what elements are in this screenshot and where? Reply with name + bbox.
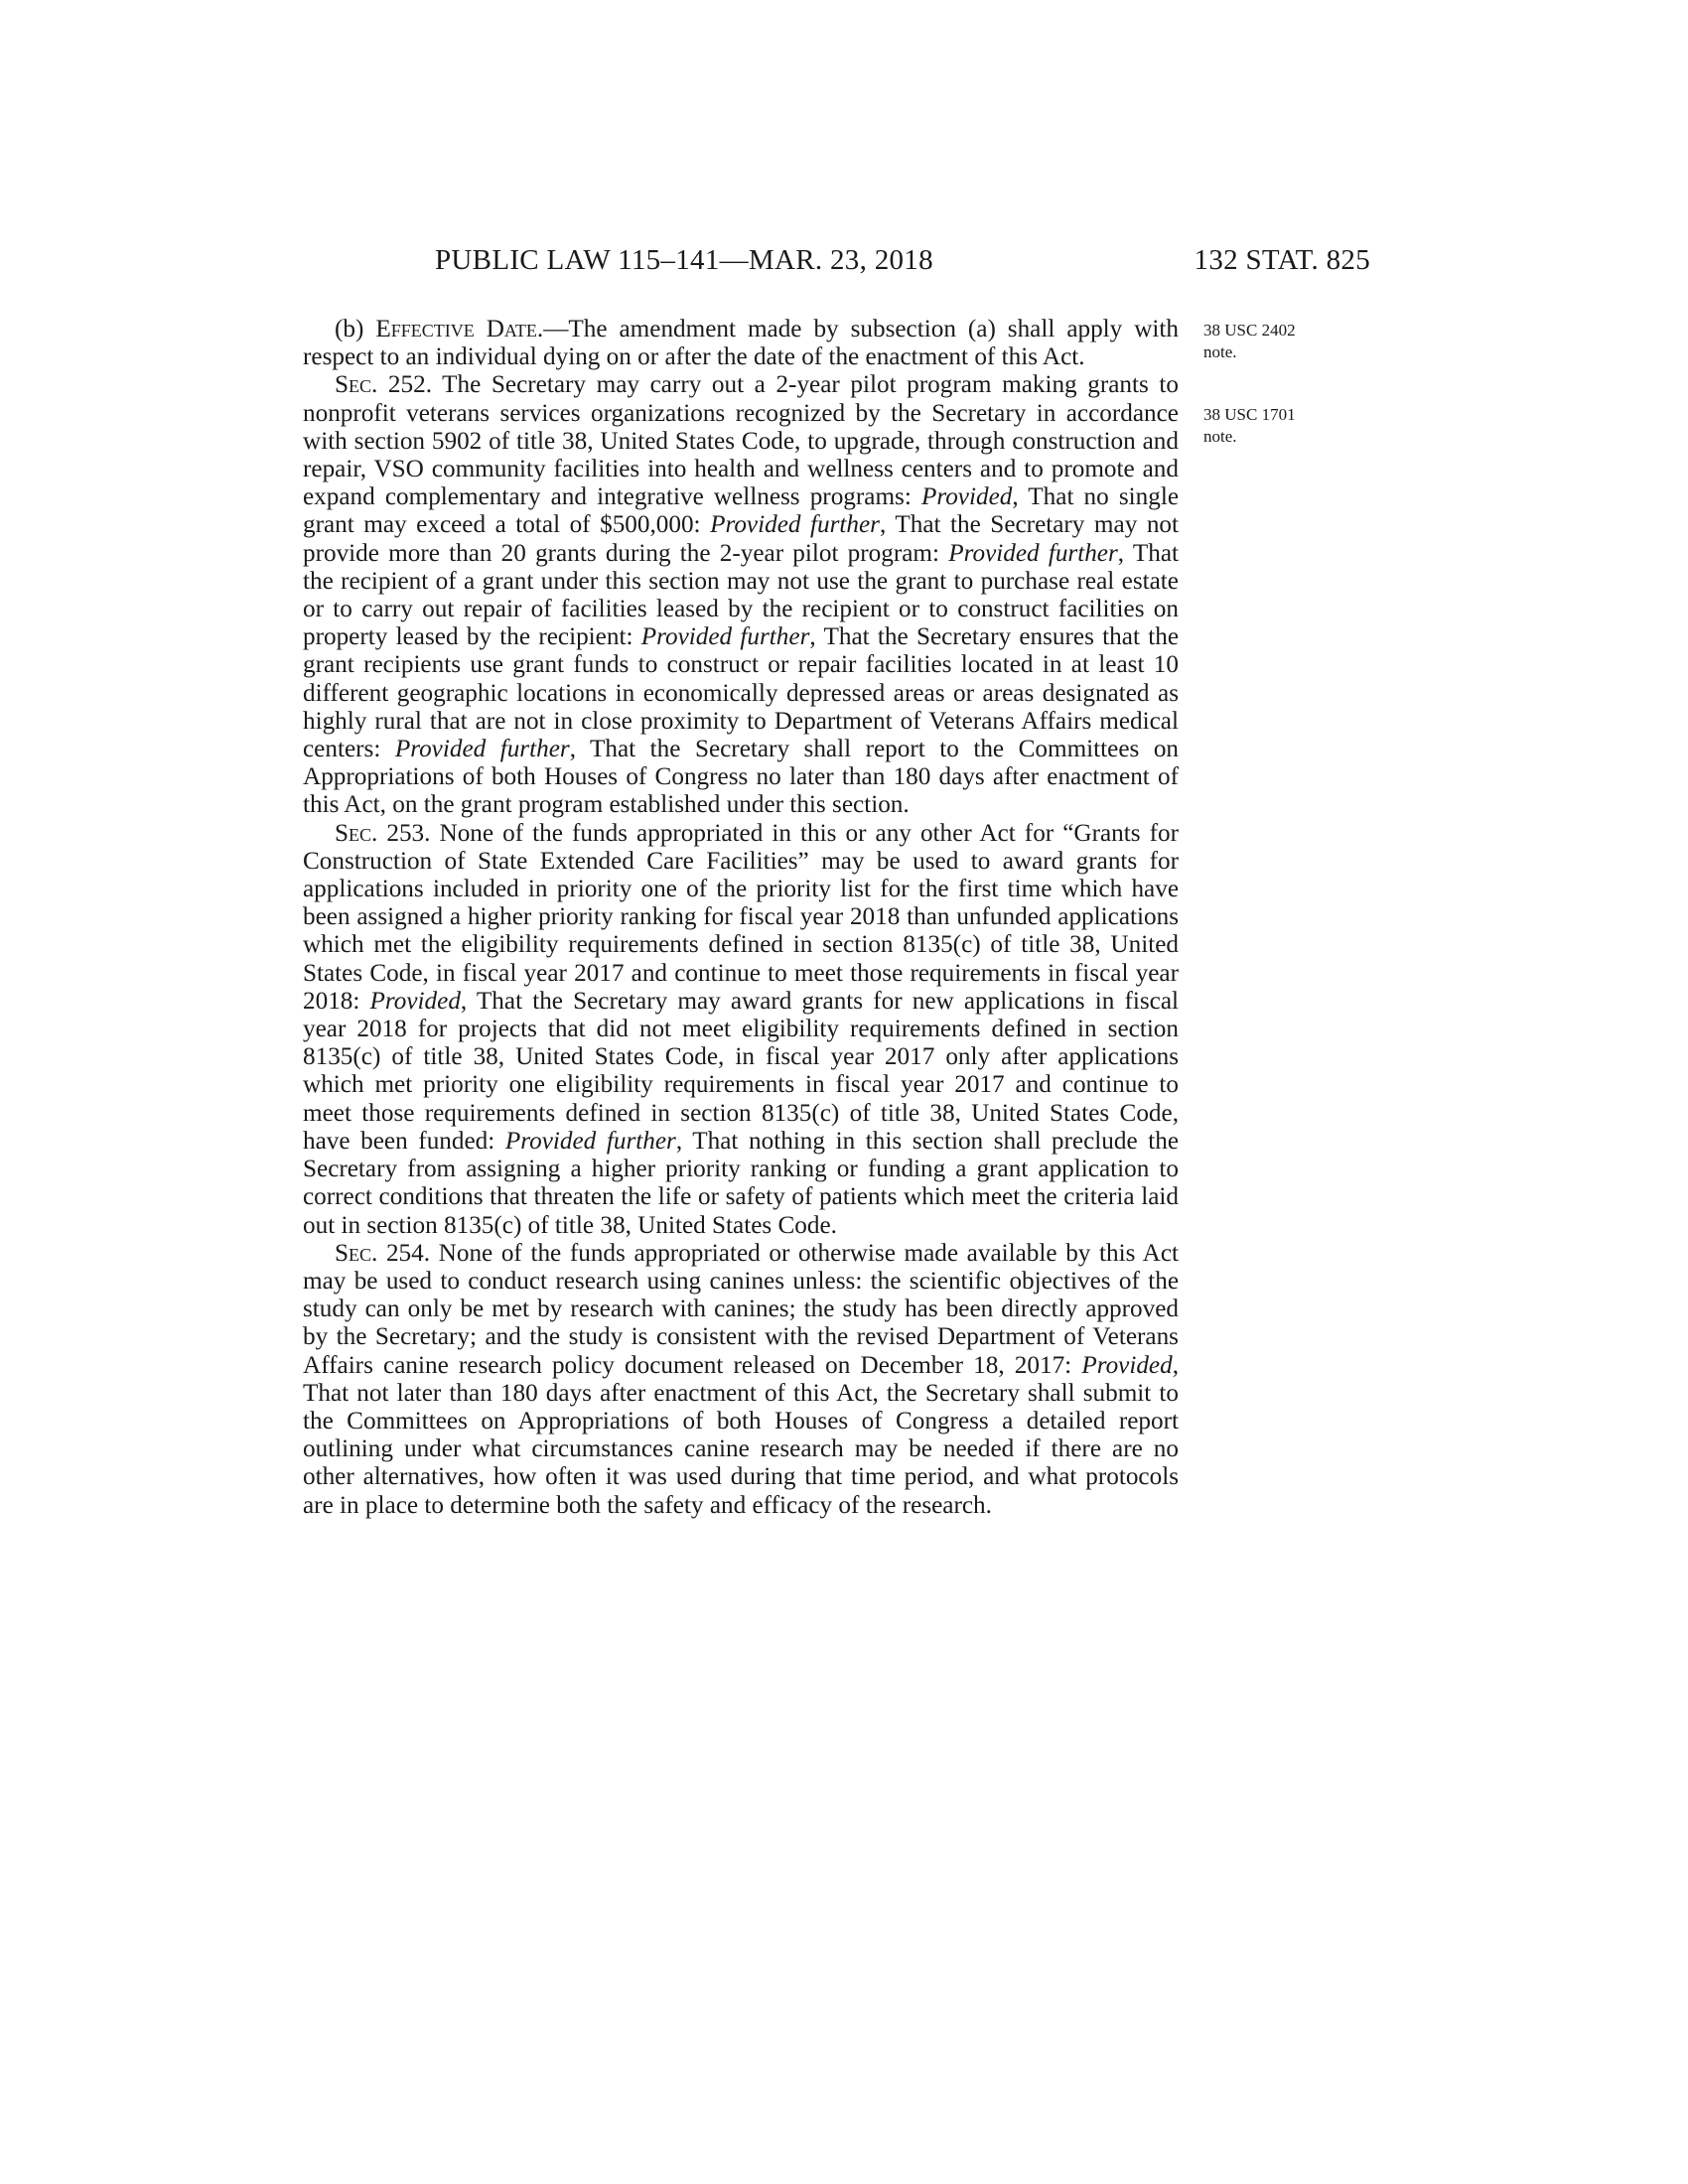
paragraph-sec-252 (303, 371, 1179, 819)
paragraph-text: .—The amendment made by subsection (a) shall apply with respect to an individual dying on or after the date of the enactment of this Act. (303, 316, 1180, 371)
subsection-label: (b) (335, 316, 364, 342)
proviso-italic: Provided further (710, 511, 880, 539)
margin-note-1701 (1203, 404, 1333, 448)
paragraph-effective-date (303, 316, 1179, 371)
paragraph-sec-254 (303, 1240, 1179, 1520)
margin-note-reference: 38 USC 2402 (1203, 321, 1296, 340)
paragraph-text: , That nothing in this section shall preclude the Secretary from assigning a higher priority ranking or funding a grant application to correct conditions that threaten the life or safety of patients which meet the criteria laid out in section 8135(c) of title 38, United States Code. (303, 1127, 1179, 1239)
law-title: PUBLIC LAW 115–141—MAR. 23, 2018 (435, 244, 933, 276)
margin-note-2402 (1203, 320, 1333, 363)
statute-page-number: 132 STAT. 825 (1194, 244, 1370, 276)
paragraph-text: The Secretary may carry out a 2-year pilot program making grants to nonprofit veterans services organizations recognized by the Secretary in accordance with section 5902 of title 38, United States Code, to upgrade, through construction and repair, VSO community facilities into health and wellness centers and to promote and expand complementary and integrative wellness programs: (303, 371, 1180, 511)
proviso-italic: Provided further (640, 623, 810, 651)
section-label: Sec (335, 1239, 372, 1267)
running-header (298, 244, 1370, 284)
proviso-italic: Provided (920, 483, 1013, 511)
paragraph-text: , That the Secretary may not provide more than 20 grants during the 2-year pilot program: (303, 511, 1180, 567)
paragraph-text: , That the Secretary may award grants for new applications in fiscal year 2018 for projects that did not meet eligibility requirements defined in section 8135(c) of title 38, United States Code, in fiscal year 2017 only after applications which met priority one eligibility requirements in fiscal year 2017 and continue to meet those requirements defined in section 8135(c) of title 38, United States Code, have been funded: (303, 987, 1179, 1155)
proviso-italic: Provided further (504, 1127, 676, 1155)
proviso-italic: Provided further (394, 736, 570, 763)
section-label: Sec (335, 371, 372, 399)
paragraph-text: , That the Secretary ensures that the grant recipients use grant funds to construct or repair facilities located in at least 10 different geographic locations in economically depressed areas or areas designated as highly rural that are not in close proximity to Department of Veterans Affairs medical centers: (303, 623, 1179, 763)
proviso-italic: Provided further (948, 539, 1118, 567)
section-number: . 253. (371, 819, 431, 847)
margin-note-reference: 38 USC 1701 (1203, 405, 1296, 424)
document-body (303, 316, 1179, 1520)
margin-note-label: note. (1203, 342, 1237, 361)
paragraph-text: , That no single grant may exceed a total of $500,000: (303, 483, 1180, 539)
paragraph-text: , That not later than 180 days after enactment of this Act, the Secretary shall submit to the Committees on Appropriations of both Houses of Congress a detailed report outlining under what circumstances canine research may be needed if there are no other alternatives, how often it was used during that time period, and what protocols are in place to determine both the safety and efficacy of the research. (303, 1351, 1179, 1519)
margin-note-label: note. (1203, 427, 1237, 446)
paragraph-text: None of the funds appropriated or otherwise made available by this Act may be used to conduct research using canines unless: the scientific objectives of the study can only be met by research with canines; the study has been directly approved by the Secretary; and the study is consistent with the revised Department of Veterans Affairs canine research policy document released on December 18, 2017: (303, 1239, 1180, 1379)
proviso-italic: Provided (1081, 1351, 1173, 1379)
paragraph-sec-253 (303, 820, 1179, 1240)
section-number: . 252. (371, 371, 432, 399)
subsection-heading: Effective Date (375, 316, 537, 342)
paragraph-text: , That the recipient of a grant under this section may not use the grant to purchase real estate or to carry out repair of facilities leased by the recipient or to construct facilities on property leased by the recipient: (303, 539, 1180, 651)
section-label: Sec (335, 819, 372, 847)
section-number: . 254. (371, 1239, 431, 1267)
paragraph-text: None of the funds appropriated in this or any other Act for “Grants for Construction of State Extended Care Facilities” may be used to award grants for applications included in priority one of the priority list for the first time which have been assigned a higher priority ranking for fiscal year 2018 than unfunded applications which met the eligibility requirements defined in section 8135(c) of title 38, United States Code, in fiscal year 2017 and continue to meet those requirements in fiscal year 2018: (303, 819, 1179, 1015)
proviso-italic: Provided (369, 987, 461, 1015)
paragraph-text: , That the Secretary shall report to the Committees on Appropriations of both Houses of Congress no later than 180 days after enactment of this Act, on the grant program established under this section. (303, 736, 1180, 819)
